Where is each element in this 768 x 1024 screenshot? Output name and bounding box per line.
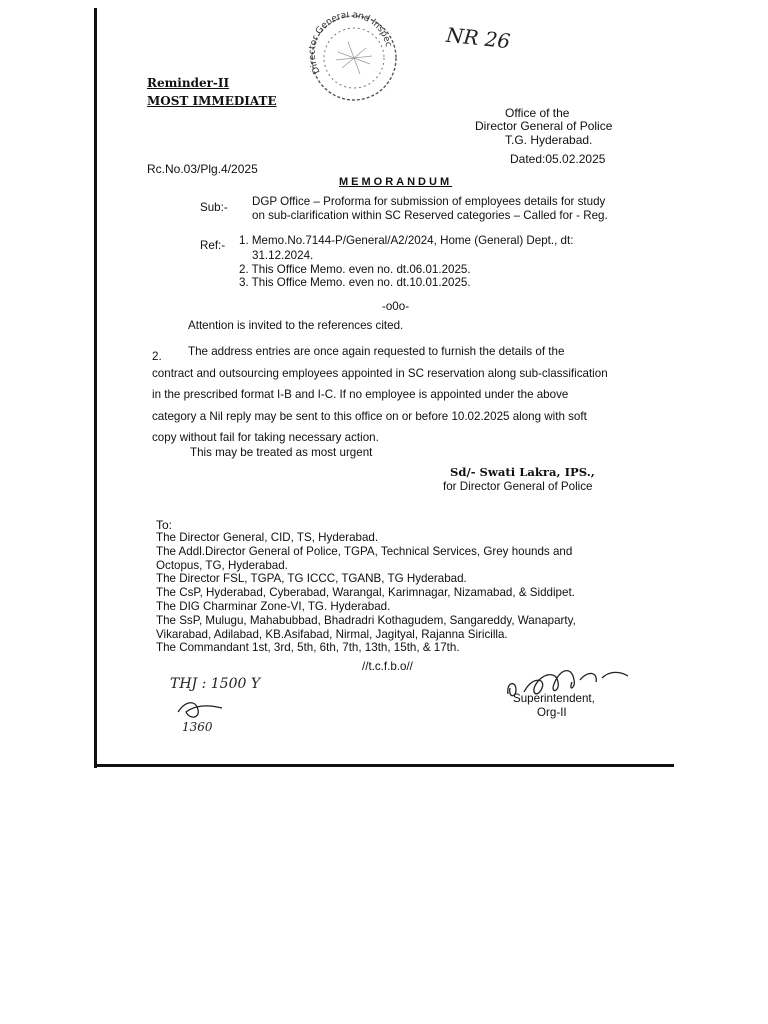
addressee-line: The Director General, CID, TS, Hyderabad. [156, 531, 379, 544]
addressee-list [156, 531, 576, 655]
to-label: To: [156, 518, 173, 532]
signatory-designation: for Director General of Police [443, 480, 593, 493]
urgent-note: This may be treated as most urgent [190, 446, 373, 459]
reference-number: Rc.No.03/Plg.4/2025 [147, 162, 258, 176]
reference-1a: 1. Memo.No.7144-P/General/A2/2024, Home (General) Dept., dt: [239, 234, 574, 247]
addressee-line: The Director FSL, TGPA, TG ICCC, TGANB, TG Hyderabad. [156, 572, 467, 586]
superintendent-title: Superintendent, [513, 692, 595, 705]
handwritten-file-note: NR 26 [444, 22, 512, 54]
references-label: Ref:- [200, 239, 226, 252]
addressee-line: Vikarabad, Adilabad, KB.Asifabad, Nirmal, Jagityal, Rajanna Siricilla. [156, 627, 508, 641]
paragraph-2-line-2: contract and outsourcing employees appointed in SC reservation along sub-classification [152, 366, 608, 380]
addressee-line: The Addl.Director General of Police, TGPA, Technical Services, Grey hounds and [156, 544, 573, 558]
separator: -o0o- [382, 300, 410, 313]
superintendent-org: Org-II [537, 706, 567, 719]
reference-1b: 31.12.2024. [252, 249, 314, 262]
subject-label: Sub:- [200, 201, 228, 214]
page-bottom-border [94, 764, 674, 767]
reference-2: 2. This Office Memo. even no. dt.06.01.2025. [239, 263, 471, 276]
subject-line-2: on sub-clarification within SC Reserved categories – Called for - Reg. [252, 209, 608, 222]
addressee-line: The CsP, Hyderabad, Cyberabad, Warangal, Karimnagar, Nizamabad, & Siddipet. [156, 586, 575, 600]
reminder-label: Reminder-II [147, 76, 230, 90]
addressee-line: The Commandant 1st, 3rd, 5th, 6th, 7th, 13th, 15th, & 17th. [156, 641, 460, 655]
priority-label: MOST IMMEDIATE [147, 94, 277, 108]
addressee-line: The DIG Charminar Zone-VI, TG. Hyderabad. [156, 599, 391, 613]
paragraph-2-number: 2. [152, 350, 162, 363]
reference-3: 3. This Office Memo. even no. dt.10.01.2025. [239, 276, 471, 289]
handwritten-note-2: 1360 [182, 720, 213, 734]
attention-line: Attention is invited to the references cited. [188, 319, 404, 332]
dated: Dated:05.02.2025 [510, 152, 606, 166]
paragraph-2-line-1: The address entries are once again requested to furnish the details of the [188, 345, 565, 358]
svg-text:Director General and Inspector [308, 12, 393, 75]
subject-line-1: DGP Office – Proforma for submission of employees details for study [252, 195, 606, 208]
paragraph-2-line-3: in the prescribed format I-B and I-C. If no employee is appointed under the above [152, 388, 569, 401]
office-line-3: T.G. Hyderabad. [505, 133, 593, 147]
paragraph-2-line-5: copy without fail for taking necessary action. [152, 431, 379, 444]
office-stamp [308, 12, 400, 104]
addressee-line: The SsP, Mulugu, Mahabubbad, Bhadradri Kothagudem, Sangareddy, Wanaparty, [156, 613, 576, 627]
signatory-name: Sd/- Swati Lakra, IPS., [450, 465, 595, 479]
office-line-2: Director General of Police [475, 119, 613, 133]
addressee-line: Octopus, TG, Hyderabad. [156, 558, 288, 572]
stamp-text: Director General and Inspec [308, 12, 394, 76]
paragraph-2-line-4: category a Nil reply may be sent to this office on or before 10.02.2025 along with soft [152, 409, 587, 423]
page-left-border [94, 8, 97, 768]
handwritten-note-1: THJ : 1500 Y [170, 676, 261, 692]
memorandum-title: MEMORANDUM [339, 176, 453, 188]
office-line-1: Office of the [505, 106, 570, 120]
paragraph-2 [152, 341, 614, 449]
tcfbo: //t.c.f.b.o// [362, 660, 413, 673]
